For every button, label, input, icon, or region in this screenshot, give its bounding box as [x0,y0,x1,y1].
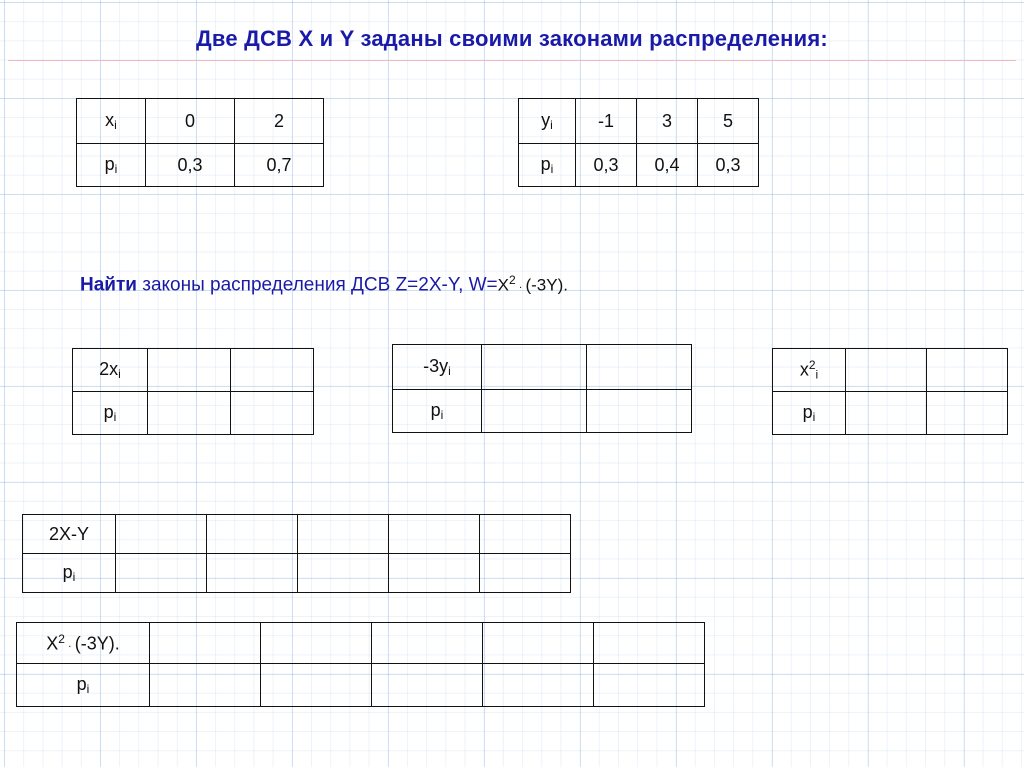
cell-x2-0[interactable] [846,349,927,392]
cell-y-2: 5 [698,99,759,144]
row-label-p: $p_i$ [773,392,846,435]
subscript-i: i [550,118,553,132]
subscript-i: i [550,162,554,176]
cell-z-0[interactable] [116,515,207,554]
answer-table-minus3y [392,344,692,433]
cell-p3y-0[interactable] [482,390,587,433]
cell-w-3[interactable] [483,623,594,664]
subscript-i: i [114,118,117,132]
subscript-i: i [815,367,819,382]
subscript-i: i [440,408,444,422]
cell-p2x-1[interactable] [231,392,314,435]
subscript-i: i [118,367,121,381]
cell-w-2[interactable] [372,623,483,664]
row-label-p: $p_i$ [73,392,148,435]
subscript-i: i [72,570,76,584]
cell-3y-1[interactable] [587,345,692,390]
cell-x2-1[interactable] [927,349,1008,392]
cell-x-0: 0 [146,99,235,144]
table-row [77,144,324,187]
title-divider [8,60,1016,61]
table-row [773,349,1008,392]
table-row [519,99,759,144]
cell-y-0: -1 [576,99,637,144]
cell-y-1: 3 [637,99,698,144]
multiplication-dot: · [64,640,75,653]
cell-pz-1[interactable] [207,554,298,593]
cell-w-4[interactable] [594,623,705,664]
table-row [73,392,314,435]
cell-py-1: 0,4 [637,144,698,187]
row-label-z: 2X-Y [23,515,116,554]
cell-z-3[interactable] [389,515,480,554]
task-formula-tail: (-3Y). [525,275,568,295]
task-keyword: Найти [80,274,137,296]
cell-pw-2[interactable] [372,664,483,707]
row-label-w-tail: (-3Y). [74,633,120,654]
page-title: Две ДСВ X и Y заданы своими законами распределения: [196,26,828,51]
cell-pw-4[interactable] [594,664,705,707]
cell-pz-3[interactable] [389,554,480,593]
cell-p2x-0[interactable] [148,392,231,435]
cell-px-1: 0,7 [235,144,324,187]
subscript-i: i [448,364,451,378]
table-row [393,390,692,433]
row-label-p: $p_i$ [519,144,576,187]
answer-table-w [16,622,705,707]
cell-pz-4[interactable] [480,554,571,593]
subscript-i: i [812,410,816,424]
task-formula-exponent: 2 [509,273,516,287]
distribution-table-x [76,98,324,187]
row-label-x-squared: $x^2_i$ [773,349,846,392]
task-statement [80,273,568,297]
table-row [393,345,692,390]
superscript-2: 2 [808,358,816,373]
cell-px2-0[interactable] [846,392,927,435]
cell-p3y-1[interactable] [587,390,692,433]
answer-table-z [22,514,571,593]
cell-w-1[interactable] [261,623,372,664]
task-body: законы распределения ДСВ Z=2X-Y, W= [136,274,498,296]
cell-pz-0[interactable] [116,554,207,593]
superscript-2: 2 [58,631,65,646]
row-label-minus3y: $-3y_i$ [393,345,482,390]
table-row [773,392,1008,435]
cell-w-0[interactable] [150,623,261,664]
row-label-y: $y_i$ [519,99,576,144]
cell-z-2[interactable] [298,515,389,554]
cell-2x-0[interactable] [148,349,231,392]
row-label-p: $p_i$ [17,664,150,707]
cell-z-4[interactable] [480,515,571,554]
table-row [23,515,571,554]
cell-3y-0[interactable] [482,345,587,390]
table-row [23,554,571,593]
cell-pw-1[interactable] [261,664,372,707]
answer-table-x-squared [772,348,1008,435]
table-row [17,623,705,664]
subscript-i: i [86,682,90,696]
cell-px-0: 0,3 [146,144,235,187]
cell-2x-1[interactable] [231,349,314,392]
row-label-p: $p_i$ [77,144,146,187]
row-label-2x: $2x_i$ [73,349,148,392]
row-label-p: $p_i$ [393,390,482,433]
table-row [17,664,705,707]
cell-z-1[interactable] [207,515,298,554]
cell-pz-2[interactable] [298,554,389,593]
row-label-w: $X^2 \cdot (-3Y)$. [17,623,150,664]
subscript-i: i [114,162,118,176]
table-row [519,144,759,187]
cell-pw-3[interactable] [483,664,594,707]
row-label-p: $p_i$ [23,554,116,593]
task-formula-base: X [497,275,509,295]
table-row [73,349,314,392]
cell-pw-0[interactable] [150,664,261,707]
table-row [77,99,324,144]
row-label-x: $x_i$ [77,99,146,144]
cell-x-1: 2 [235,99,324,144]
cell-px2-1[interactable] [927,392,1008,435]
task-formula-dot: · [515,281,526,294]
cell-py-0: 0,3 [576,144,637,187]
subscript-i: i [113,410,117,424]
distribution-table-y [518,98,759,187]
cell-py-2: 0,3 [698,144,759,187]
answer-table-2x [72,348,314,435]
